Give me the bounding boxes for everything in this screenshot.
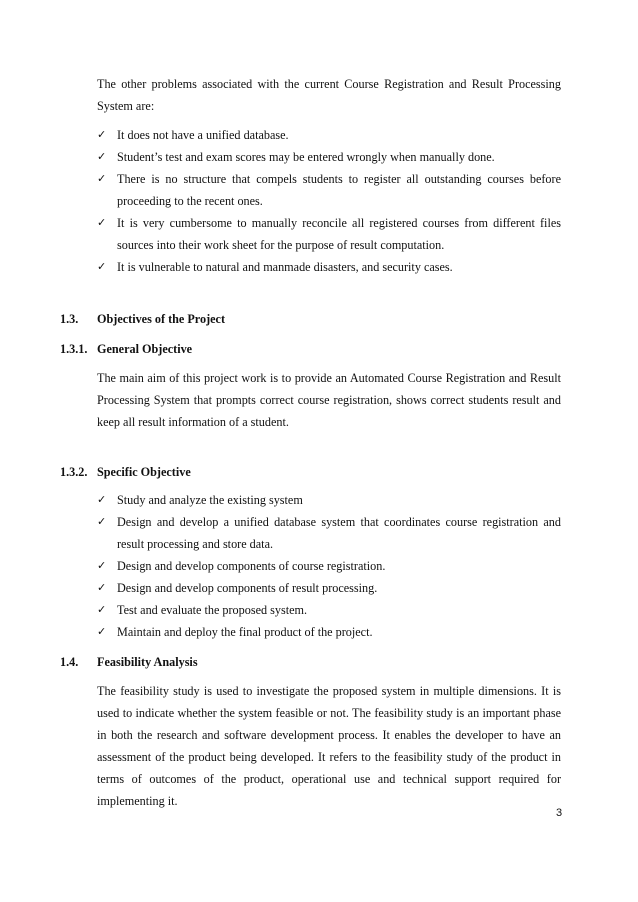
list-item: ✓ It is very cumbersome to manually reconcile all registered courses from different files sources into their work sheet for the purpose of result computation. (97, 212, 561, 256)
section-title: Feasibility Analysis (97, 655, 198, 669)
list-item: ✓ It does not have a unified database. (97, 124, 561, 146)
checkmark-icon: ✓ (97, 260, 107, 273)
feasibility-body: The feasibility study is used to investigate the proposed system in multiple dimensions. It is used to indicate whether the system feasible or not. The feasibility study is an important phase in both the research and software development process. It enables the developer to have an assessment of the product being developed. It refers to the feasibility study of the product in terms of outcomes of the product, operational use and technical support required for implementing it. (97, 684, 561, 808)
checkmark-icon: ✓ (97, 581, 107, 594)
specific-objectives-list (97, 489, 561, 643)
section-title: Specific Objective (97, 465, 191, 479)
list-item: ✓ Design and develop a unified database system that coordinates course registration and result processing and store data. (97, 511, 561, 555)
list-item: ✓ It is vulnerable to natural and manmade disasters, and security cases. (97, 256, 561, 278)
general-objective-body: The main aim of this project work is to provide an Automated Course Registration and Result Processing System that prompts correct course registration, shows correct students result and keep all result information of a student. (97, 371, 561, 429)
checkmark-icon: ✓ (97, 559, 107, 572)
section-heading-1-3-1 (60, 339, 192, 359)
checkmark-icon: ✓ (97, 128, 107, 141)
section-number: 1.3.2. (60, 465, 88, 479)
checkmark-icon: ✓ (97, 515, 107, 528)
section-heading-1-4 (60, 652, 198, 672)
section-heading-1-3 (60, 309, 225, 329)
section-number: 1.4. (60, 655, 79, 669)
problems-intro: The other problems associated with the current Course Registration and Result Processing System are: (97, 77, 561, 113)
section-heading-1-3-2 (60, 462, 191, 482)
list-item: ✓ Design and develop components of course registration. (97, 555, 561, 577)
list-item: ✓ Student’s test and exam scores may be entered wrongly when manually done. (97, 146, 561, 168)
checkmark-icon: ✓ (97, 150, 107, 163)
section-title: General Objective (97, 342, 193, 356)
problems-list (97, 124, 561, 278)
checkmark-icon: ✓ (97, 493, 107, 506)
checkmark-icon: ✓ (97, 216, 107, 229)
list-item: ✓ Design and develop components of result processing. (97, 577, 561, 599)
list-item: ✓ Test and evaluate the proposed system. (97, 599, 561, 621)
section-number: 1.3.1. (60, 342, 88, 356)
checkmark-icon: ✓ (97, 172, 107, 185)
list-item: ✓ There is no structure that compels students to register all outstanding courses before proceeding to the recent ones. (97, 168, 561, 212)
page-number: 3 (556, 807, 563, 819)
checkmark-icon: ✓ (97, 625, 107, 638)
list-item: ✓ Study and analyze the existing system (97, 489, 561, 511)
checkmark-icon: ✓ (97, 603, 107, 616)
section-title: Objectives of the Project (97, 312, 226, 326)
section-number: 1.3. (60, 312, 79, 326)
list-item: ✓ Maintain and deploy the final product of the project. (97, 621, 561, 643)
